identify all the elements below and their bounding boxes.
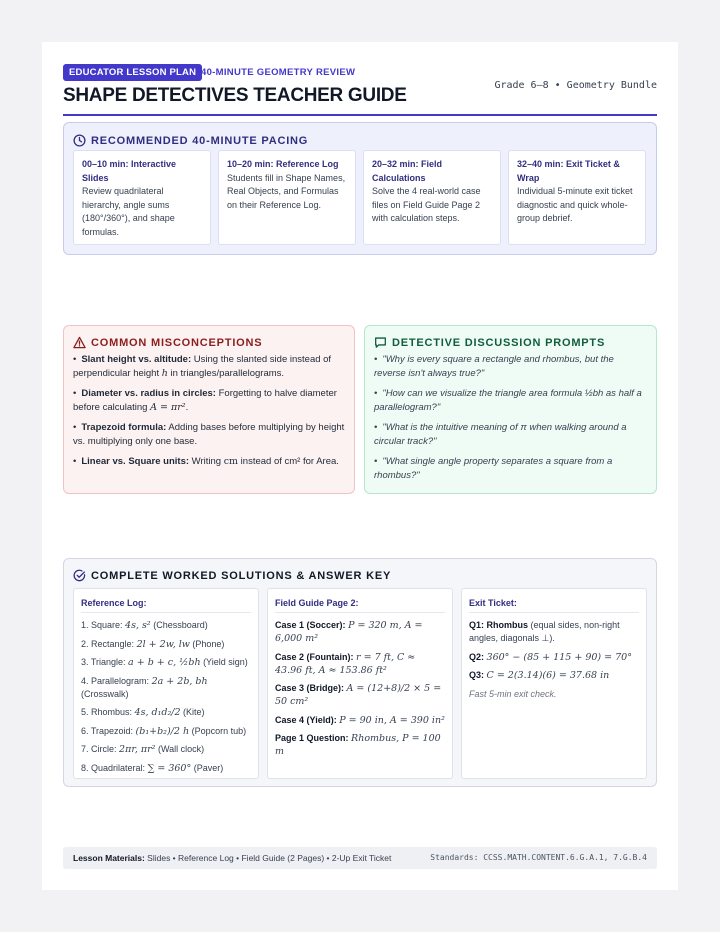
list-item (81, 743, 251, 756)
row-math: 2l + 2w, lw (136, 638, 190, 650)
item-text: Adding bases before multiplying by height vs. multiplying only one base. (73, 422, 345, 447)
chat-icon (374, 336, 387, 349)
list-item (81, 762, 251, 775)
pacing-card-head: 32–40 min: Exit Ticket & Wrap (517, 159, 620, 183)
row-math: 2πr, πr² (119, 744, 156, 755)
list-item (275, 714, 445, 727)
row-tail: (Popcorn tub) (189, 725, 247, 736)
exit-ticket-head: Exit Ticket: (469, 597, 639, 613)
list-item (81, 725, 251, 738)
prompts-title: DETECTIVE DISCUSSION PROMPTS (392, 336, 606, 349)
page-title: SHAPE DETECTIVES TEACHER GUIDE (63, 85, 407, 106)
materials-label: Lesson Materials: (73, 853, 145, 863)
row-math: ∑ = 360° (147, 762, 192, 774)
list-item: • "What single angle property separates a square from a rhombus?" (374, 455, 648, 483)
item-label: Diameter vs. radius in circles: (81, 388, 216, 399)
row-math: Rhombus, P = 100 m (275, 733, 441, 757)
item-label: Linear vs. Square units: (81, 456, 190, 467)
row-tail: (Phone) (189, 638, 225, 649)
row-math: a + b + c, ½bh (128, 657, 201, 668)
row-label: 1. Square: (81, 620, 123, 630)
row-math: 4s, s² (125, 620, 151, 631)
row-label: 8. Quadrilateral: (81, 762, 146, 773)
misconceptions-list (73, 353, 346, 475)
row-label: Q1: (469, 620, 485, 630)
lesson-plan-page (42, 42, 678, 890)
row-math: C = 2(3.14)(6) = 37.68 in (486, 670, 610, 681)
list-item (73, 455, 346, 469)
pacing-card (363, 150, 501, 245)
row-label: 7. Circle: (81, 744, 117, 754)
row-label: 2. Rectangle: (81, 638, 135, 649)
pacing-card-head: 10–20 min: Reference Log (227, 159, 339, 169)
reference-log-column (73, 588, 259, 779)
list-item: • "How can we visualize the triangle area formula ½bh as half a parallelogram?" (374, 387, 648, 415)
row-tail: (Crosswalk) (81, 688, 129, 699)
row-label: 6. Trapezoid: (81, 725, 134, 736)
prompts-list (374, 353, 648, 489)
pacing-card-body: Students fill in Shape Names, Real Objects, and Formulas on their Reference Log. (227, 172, 346, 210)
row-text: (equal sides, non-right angles, diagonals ⊥). (469, 620, 620, 643)
footer (63, 847, 657, 869)
field-guide-column (267, 588, 453, 779)
pacing-card-head: 20–32 min: Field Calculations (372, 159, 443, 183)
item-text: in triangles/parallelograms. (167, 368, 285, 379)
list-item (275, 682, 445, 708)
prompts-heading (374, 336, 605, 349)
row-math: (b₁+b₂)/2 h (135, 725, 190, 737)
item-text: Writing (189, 456, 224, 467)
clock-icon (73, 134, 86, 147)
row-math: A = (12+8)/2 × 5 = 50 cm² (275, 683, 442, 707)
pacing-card-body: Solve the 4 real-world case files on Field Guide Page 2 with calculation steps. (372, 186, 481, 223)
row-math: 2a + 2b, bh (151, 675, 208, 687)
row-label: Case 1 (Soccer): (275, 620, 346, 630)
pacing-card (508, 150, 646, 245)
item-label: Trapezoid formula: (81, 422, 167, 433)
list-item (81, 656, 251, 669)
reference-log-head: Reference Log: (81, 597, 251, 613)
materials-list: Slides • Reference Log • Field Guide (2 Pages) • 2-Up Exit Ticket (144, 853, 392, 863)
misconceptions-panel (63, 325, 355, 494)
prompts-panel (364, 325, 657, 494)
row-tail: (Chessboard) (150, 620, 208, 630)
list-item (73, 387, 346, 415)
field-guide-head: Field Guide Page 2: (275, 597, 445, 613)
header (63, 64, 657, 116)
misconceptions-title: COMMON MISCONCEPTIONS (91, 336, 263, 349)
pacing-panel (63, 122, 657, 255)
exit-note: Fast 5-min exit check. (469, 688, 557, 699)
row-label: Q2: (469, 651, 485, 662)
item-math: A = πr² (150, 402, 186, 413)
row-answer: Rhombus (486, 620, 529, 630)
item-text: . (185, 402, 189, 413)
row-label: Case 3 (Bridge): (275, 683, 345, 693)
pacing-heading (73, 134, 308, 147)
row-tail: (Yield sign) (200, 657, 248, 667)
list-item (275, 651, 445, 677)
list-item (469, 669, 639, 682)
solutions-panel (63, 558, 657, 787)
check-circle-icon (73, 569, 86, 582)
item-math: h (161, 368, 168, 379)
item-label: Slant height vs. altitude: (81, 354, 192, 365)
item-text: instead of cm² for Area. (238, 456, 339, 467)
list-item: • "Why is every square a rectangle and rhombus, but the reverse isn't always true?" (374, 353, 648, 381)
list-item (81, 706, 251, 719)
list-item (275, 732, 445, 758)
misconceptions-heading (73, 336, 262, 349)
pacing-card-body: Review quadrilateral hierarchy, angle sums (180°/360°), and shape formulas. (82, 186, 175, 237)
list-item: • "What is the intuitive meaning of π when walking around a circular track?" (374, 421, 648, 449)
row-math: 4s, d₁d₂/2 (134, 707, 181, 718)
list-item (81, 619, 251, 632)
row-tail: (Kite) (180, 707, 205, 717)
review-subtag: 40-MINUTE GEOMETRY REVIEW (201, 67, 356, 78)
pacing-card-body: Individual 5-minute exit ticket diagnostic and quick whole-group debrief. (517, 186, 633, 223)
list-item (469, 619, 639, 645)
solutions-heading (73, 569, 391, 582)
row-label: 5. Rhombus: (81, 707, 133, 717)
row-math: 360° − (85 + 115 + 90) = 70° (486, 651, 632, 663)
row-label: Page 1 Question: (275, 733, 349, 743)
row-math: P = 320 m, A = 6,000 m² (275, 620, 423, 644)
row-math: P = 90 in, A = 390 in² (339, 714, 445, 726)
list-item (275, 619, 445, 645)
materials-text (73, 853, 391, 863)
row-tail: (Paver) (191, 762, 224, 773)
item-math: cm (223, 456, 239, 467)
row-label: Case 4 (Yield): (275, 714, 337, 725)
list-item (81, 675, 251, 701)
pacing-card-head: 00–10 min: Interactive Slides (82, 159, 177, 183)
list-item (73, 353, 346, 381)
warning-icon (73, 336, 86, 349)
list-item (81, 638, 251, 651)
row-tail: (Wall clock) (155, 744, 205, 754)
row-label: Case 2 (Fountain): (275, 651, 354, 662)
pacing-card (218, 150, 356, 245)
item-text: Forgetting to halve diameter before calculating (73, 388, 337, 413)
row-label: 3. Triangle: (81, 657, 126, 667)
item-text: Using the slanted side instead of perpendicular height (73, 354, 332, 379)
list-item (73, 421, 346, 449)
solutions-title: COMPLETE WORKED SOLUTIONS & ANSWER KEY (91, 569, 392, 582)
pacing-title: RECOMMENDED 40-MINUTE PACING (91, 134, 309, 147)
grade-bundle: Grade 6–8 • Geometry Bundle (494, 80, 657, 91)
educator-tag: EDUCATOR LESSON PLAN (63, 64, 202, 81)
pacing-card (73, 150, 211, 245)
exit-ticket-column (461, 588, 647, 779)
standards-text: Standards: CCSS.MATH.CONTENT.6.G.A.1, 7.G.B.4 (430, 853, 647, 862)
row-label: Q3: (469, 670, 485, 680)
list-item (469, 651, 639, 664)
row-label: 4. Parallelogram: (81, 675, 150, 686)
row-math: r = 7 ft, C ≈ 43.96 ft, A ≈ 153.86 ft² (275, 651, 416, 676)
